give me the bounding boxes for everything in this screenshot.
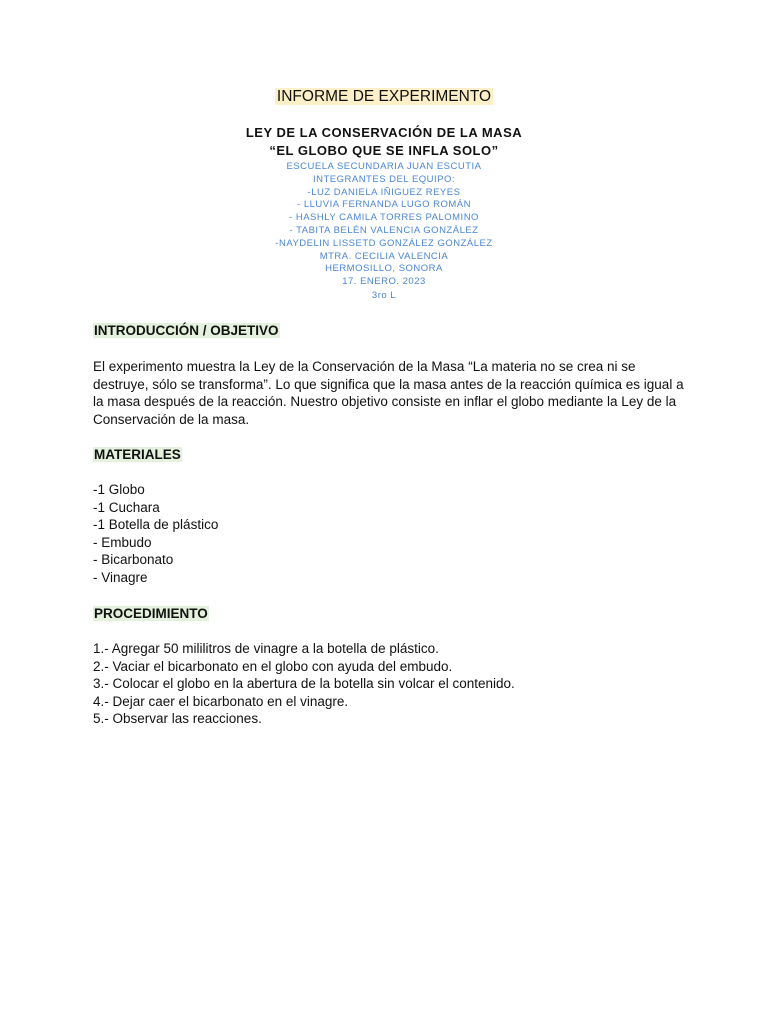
school-name: ESCUELA SECUNDARIA JUAN ESCUTIA <box>286 161 482 172</box>
material-item: - Bicarbonato <box>93 552 174 568</box>
law-title: LEY DE LA CONSERVACIÓN DE LA MASA <box>245 125 523 140</box>
procedure-step: 4.- Dejar caer el bicarbonato en el vinagre. <box>93 693 349 709</box>
material-item: -1 Botella de plástico <box>93 517 219 533</box>
team-member: - TABITA BELÉN VALENCIA GONZÁLEZ <box>289 224 479 236</box>
material-item: - Vinagre <box>93 569 148 585</box>
materials-heading-text: MATERIALES <box>94 447 181 462</box>
team-member: - HASHLY CAMILA TORRES PALOMINO <box>289 212 479 224</box>
team-info-list <box>0 161 768 303</box>
intro-heading-text: INTRODUCCIÓN / OBJETIVO <box>94 323 279 338</box>
procedure-heading <box>93 605 693 623</box>
date: 17. ENERO. 2023 <box>342 276 426 288</box>
material-item: -1 Cuchara <box>93 499 160 515</box>
materials-list <box>93 481 693 587</box>
intro-paragraph: El experimento muestra la Ley de la Conservación de la Masa “La materia no se crea ni se destruye, sólo se transforma”. Lo que significa que la masa antes de la reacción química es igual a la masa después de la reacción. Nuestro objetivo consiste en inflar el globo mediante la Ley de la Conservación de la masa. <box>93 359 684 427</box>
experiment-subtitle: “EL GLOBO QUE SE INFLA SOLO” <box>269 143 499 158</box>
intro-heading <box>93 322 693 340</box>
group-label: 3ro L <box>371 289 397 301</box>
team-member: -NAYDELIN LISSETD GONZÁLEZ GONZÁLEZ <box>275 237 493 249</box>
location: HERMOSILLO, SONORA <box>325 263 443 275</box>
material-item: -1 Globo <box>93 482 145 497</box>
procedure-steps <box>93 640 693 728</box>
procedure-heading-text: PROCEDIMIENTO <box>94 606 208 621</box>
materials-heading <box>93 446 693 464</box>
team-member: - LLUVIA FERNANDA LUGO ROMÁN <box>297 199 471 211</box>
team-label: INTEGRANTES DEL EQUIPO: <box>312 173 456 185</box>
team-member: -LUZ DANIELA IÑIGUEZ REYES <box>307 186 461 198</box>
teacher-name: MTRA. CECILIA VALENCIA <box>319 250 449 262</box>
procedure-step: 3.- Colocar el globo en la abertura de la botella sin volcar el contenido. <box>93 676 515 692</box>
material-item: - Embudo <box>93 534 152 550</box>
document-title <box>0 87 768 107</box>
procedure-step: 2.- Vaciar el bicarbonato en el globo con ayuda del embudo. <box>93 658 453 674</box>
procedure-step: 5.- Observar las reacciones. <box>93 711 262 727</box>
procedure-step: 1.- Agregar 50 mililitros de vinagre a la botella de plástico. <box>93 641 439 656</box>
document-title-text: INFORME DE EXPERIMENTO <box>276 88 492 105</box>
